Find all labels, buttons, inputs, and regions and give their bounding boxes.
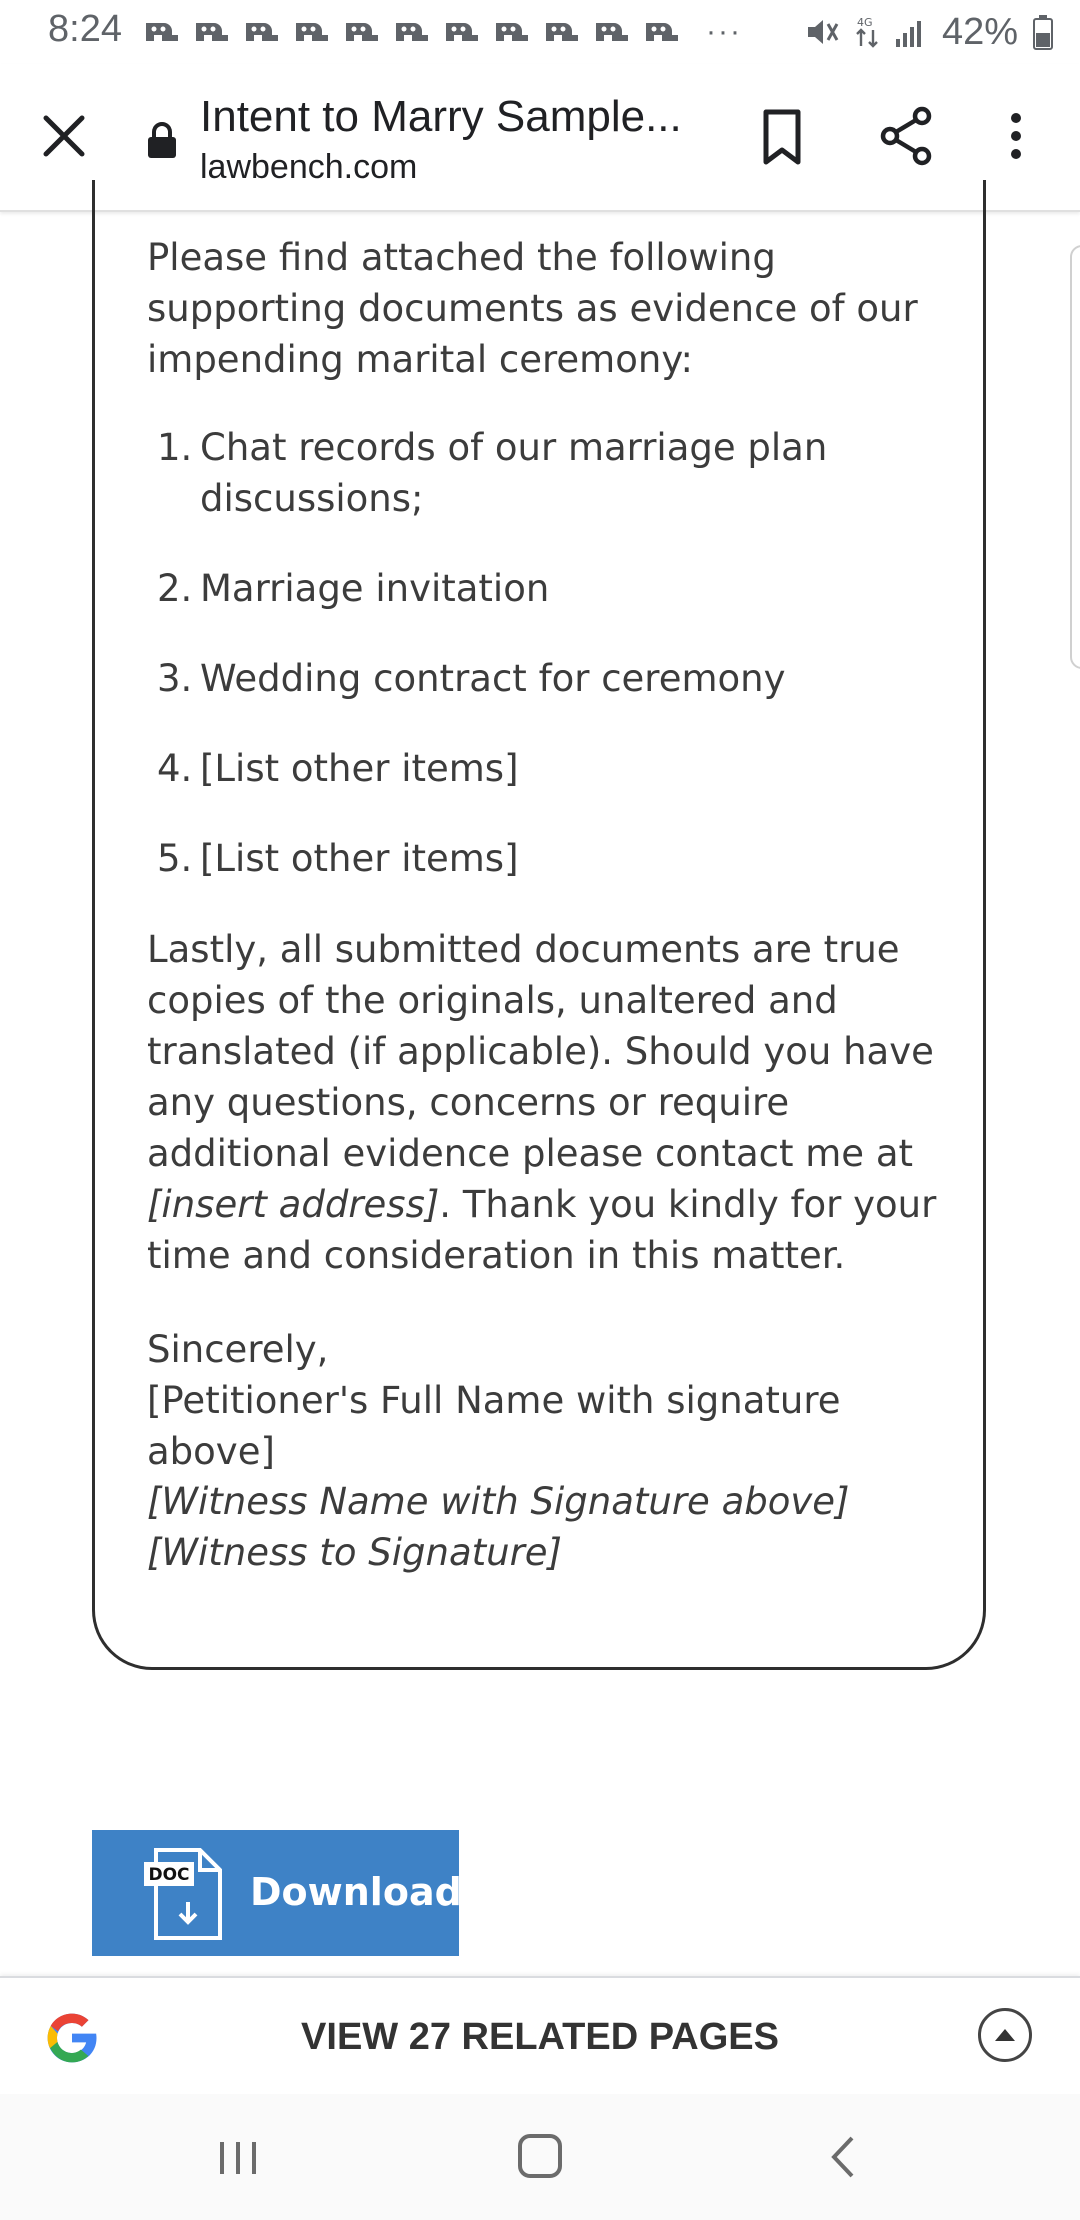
signal-icon (894, 15, 928, 49)
download-button[interactable] (92, 1830, 462, 1956)
lock-icon (146, 120, 178, 160)
mute-icon (804, 14, 840, 50)
data-4g-icon (854, 14, 880, 50)
battery-percent: 42% (941, 10, 1018, 53)
back-icon[interactable] (828, 2134, 858, 2180)
battery-icon (1032, 13, 1054, 51)
related-pages-label: VIEW 27 RELATED PAGES (301, 2016, 779, 2058)
side-panel-edge (1070, 245, 1080, 669)
expand-button[interactable] (978, 2008, 1032, 2062)
home-button[interactable] (518, 2134, 562, 2178)
evidence-list (147, 422, 947, 923)
close-icon[interactable] (36, 108, 92, 164)
list-item: 5. [List other items] (157, 837, 519, 880)
notification-app-icon (242, 17, 282, 47)
status-bar (0, 0, 1080, 64)
notification-app-icon (292, 17, 332, 47)
more-notifications-indicator: ··· (706, 15, 742, 48)
status-right (804, 8, 1054, 56)
list-item: 2. Marriage invitation (157, 567, 550, 610)
page-url: lawbench.com (200, 148, 418, 186)
triangle-up-icon (981, 2011, 1029, 2059)
page-title: Intent to Marry Sample... (200, 92, 682, 141)
petitioner-name: [Petitioner's Full Name with signature above] (147, 1379, 841, 1473)
list-item: 1. Chat records of our marriage plan discussions; (157, 426, 828, 520)
related-pages-bar[interactable] (0, 1976, 1080, 2096)
notification-app-icon (592, 17, 632, 47)
svg-text:DOC: DOC (148, 1865, 190, 1885)
intro-paragraph: Please find attached the following supporting documents as evidence of our impending marital ceremony: (147, 236, 918, 381)
notification-app-icon (342, 17, 382, 47)
list-item: 3. Wedding contract for ceremony (157, 657, 786, 700)
download-label: Download (250, 1870, 462, 1914)
witness-name: [Witness Name with Signature above] (147, 1480, 850, 1523)
share-icon[interactable] (874, 104, 938, 168)
notification-icons (142, 12, 742, 52)
notification-app-icon (542, 17, 582, 47)
recent-apps-icon[interactable] (216, 2138, 260, 2178)
status-time: 8:24 (48, 8, 122, 50)
svg-text:4G: 4G (856, 16, 873, 29)
notification-app-icon (492, 17, 532, 47)
signature-block (147, 1324, 947, 1477)
notification-app-icon (642, 17, 682, 47)
witness-signature: [Witness to Signature] (147, 1531, 562, 1574)
notification-app-icon (142, 17, 182, 47)
more-menu-icon[interactable] (996, 104, 1036, 168)
notification-app-icon (392, 17, 432, 47)
address-placeholder: [insert address] (147, 1183, 440, 1226)
bookmark-icon[interactable] (752, 104, 812, 168)
system-nav-bar (0, 2094, 1080, 2220)
list-item: 4. [List other items] (157, 747, 519, 790)
witness-block (147, 1476, 947, 1578)
notification-app-icon (442, 17, 482, 47)
sign-off: Sincerely, (147, 1328, 329, 1371)
closing-paragraph: Lastly, all submitted documents are true copies of the originals, unaltered and translated (if applicable). Should you have any questions, concerns or require additional evidence please contact me at [insert address]. Thank you kindly for your time and consideration in this matter. (147, 928, 937, 1277)
notification-app-icon (192, 17, 232, 47)
doc-download-icon (142, 1846, 228, 1942)
